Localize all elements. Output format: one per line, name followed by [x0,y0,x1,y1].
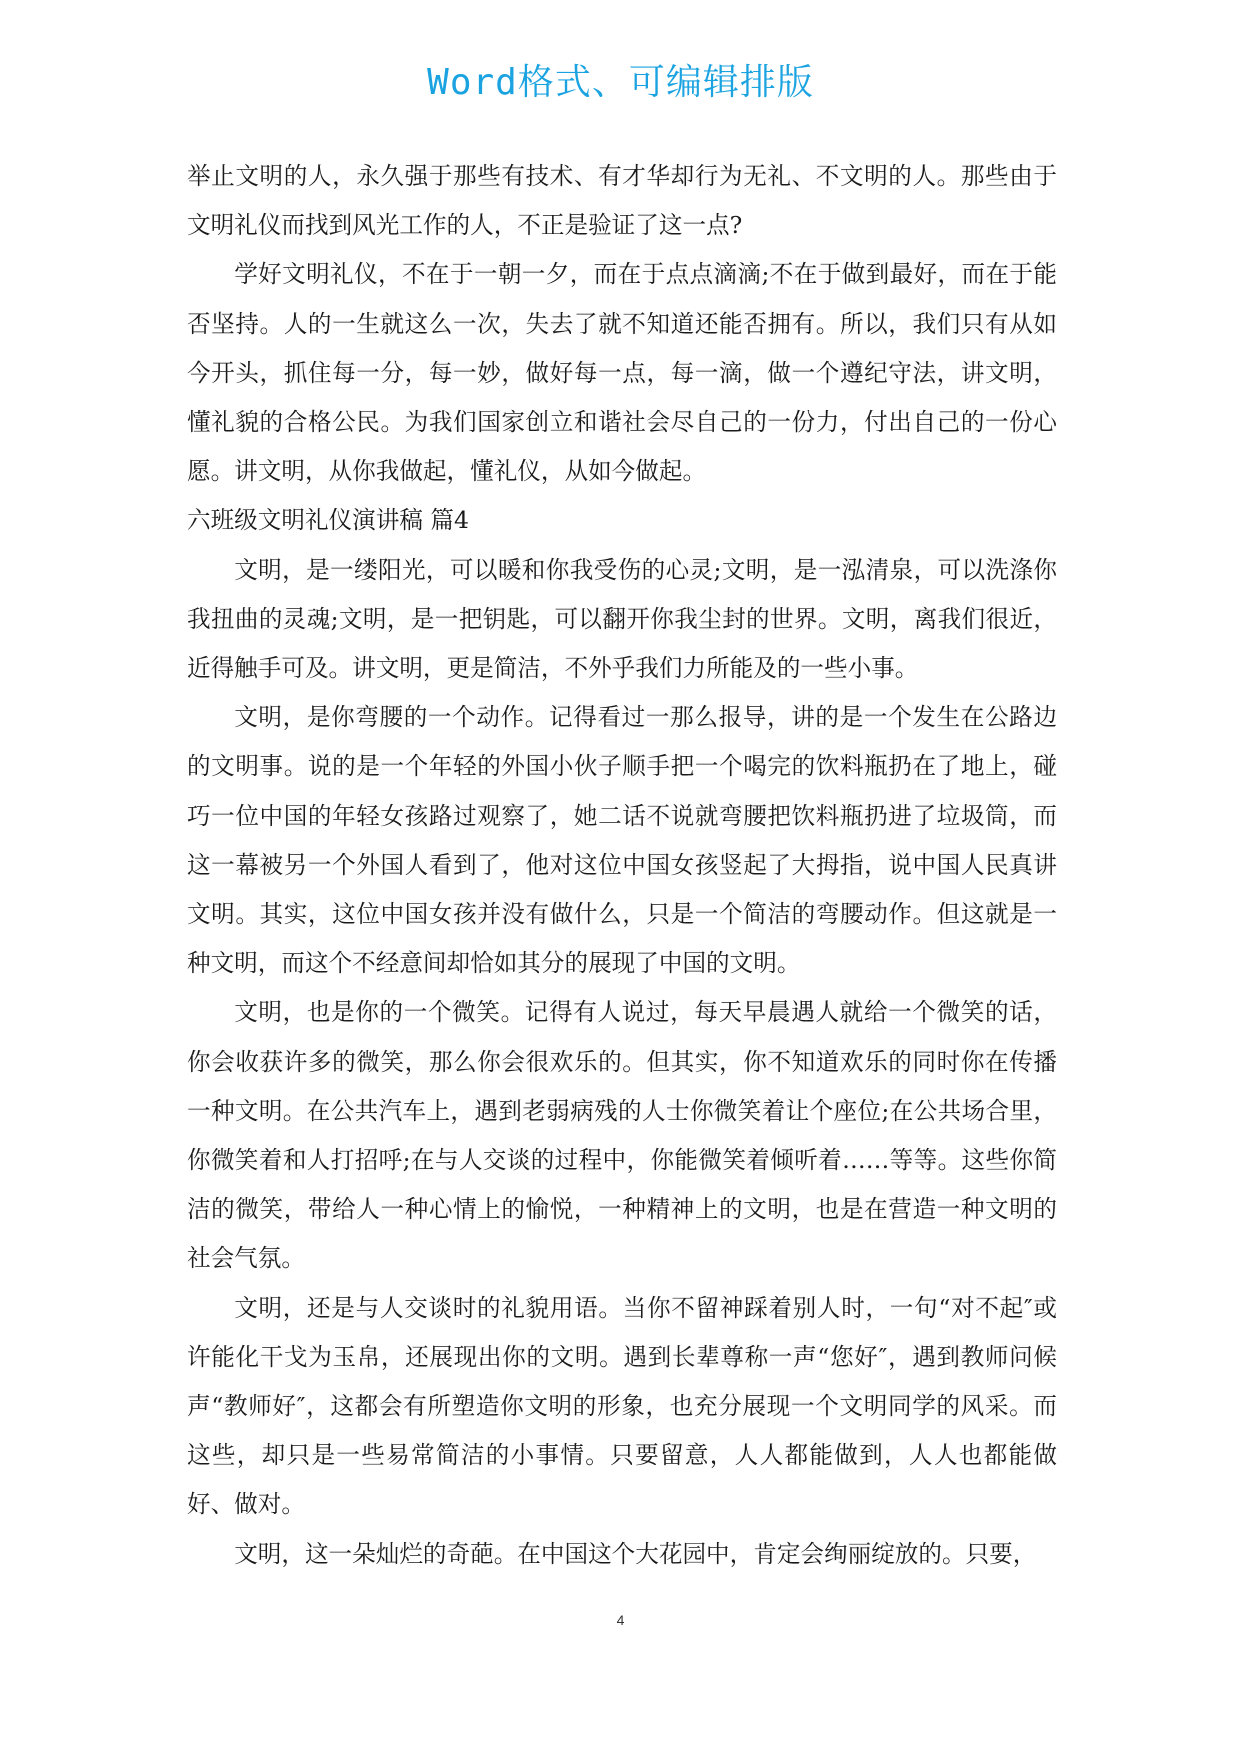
paragraph-2: 学好文明礼仪，不在于一朝一夕，而在于点点滴滴;不在于做到最好，而在于能否坚持。人的一生就这么一次，失去了就不知道还能否拥有。所以，我们只有从如今开头，抓住每一分，每一妙，做好每一点，每一滴，做一个遵纪守法，讲文明，懂礼貌的合格公民。为我们国家创立和谐社会尽自己的一份力，付出自己的一份心愿。讲文明，从你我做起，懂礼仪，从如今做起。 [187,260,1057,486]
paragraph-1: 举止文明的人，永久强于那些有技术、有才华却行为无礼、不文明的人。那些由于文明礼仪而找到风光工作的人，不正是验证了这一点? [187,162,1057,240]
document-body [187,152,1057,1579]
page-number: 4 [616,1612,625,1628]
section-heading: 六班级文明礼仪演讲稿 篇4 [187,506,470,535]
paragraph-4: 文明，是你弯腰的一个动作。记得看过一那么报导，讲的是一个发生在公路边的文明事。说的是一个年轻的外国小伙子顺手把一个喝完的饮料瓶扔在了地上，碰巧一位中国的年轻女孩路过观察了，她二话不说就弯腰把饮料瓶扔进了垃圾筒，而这一幕被另一个外国人看到了，他对这位中国女孩竖起了大拇指，说中国人民真讲文明。其实，这位中国女孩并没有做什么，只是一个简洁的弯腰动作。但这就是一种文明，而这个不经意间却恰如其分的展现了中国的文明。 [187,703,1057,978]
paragraph-5: 文明，也是你的一个微笑。记得有人说过，每天早晨遇人就给一个微笑的话，你会收获许多的微笑，那么你会很欢乐的。但其实，你不知道欢乐的同时你在传播一种文明。在公共汽车上，遇到老弱病残的人士你微笑着让个座位;在公共场合里，你微笑着和人打招呼;在与人交谈的过程中，你能微笑着倾听着……等等。这些你简洁的微笑，带给人一种心情上的愉悦，一种精神上的文明，也是在营造一种文明的社会气氛。 [187,998,1057,1273]
paragraph-6: 文明，还是与人交谈时的礼貌用语。当你不留神踩着别人时，一句“对不起″或许能化干戈为玉帛，还展现出你的文明。遇到长辈尊称一声“您好″，遇到教师问候声“教师好″，这都会有所塑造你文明的形象，也充分展现一个文明同学的风采。而这些，却只是一些易常简洁的小事情。只要留意，人人都能做到，人人也都能做好、做对。 [187,1293,1057,1519]
paragraph-7: 文明，这一朵灿烂的奇葩。在中国这个大花园中，肯定会绚丽绽放的。只要， [234,1539,1037,1568]
page-header-title: Word格式、可编辑排版 [427,62,814,103]
paragraph-3: 文明，是一缕阳光，可以暖和你我受伤的心灵;文明，是一泓清泉，可以洗涤你我扭曲的灵魂;文明，是一把钥匙，可以翻开你我尘封的世界。文明，离我们很近，近得触手可及。讲文明，更是简洁，不外乎我们力所能及的一些小事。 [187,555,1057,683]
